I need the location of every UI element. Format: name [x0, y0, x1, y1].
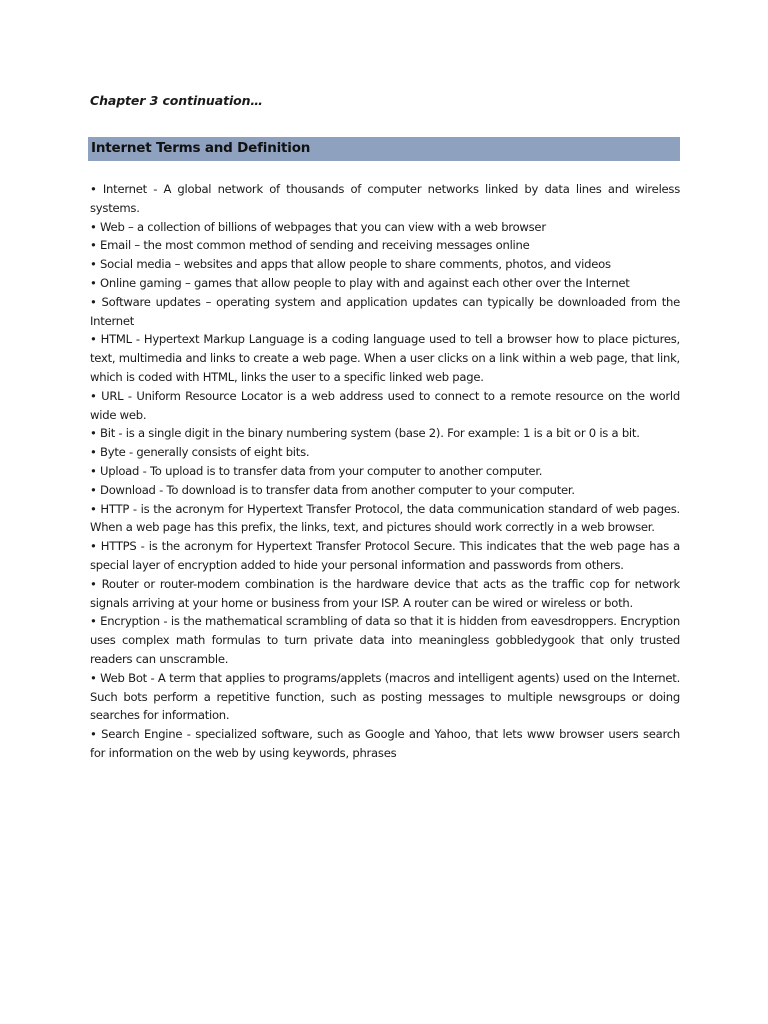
definition-byte: • Byte - generally consists of eight bits. — [90, 445, 310, 460]
definition-router: • Router or router-modem combination is the hardware device that acts as the traffic cop for network signals arriving at your home or business from your ISP. A router can be wired or wireless or both. — [90, 576, 680, 610]
definition-software-updates: • Software updates – operating system and application updates can typically be downloaded from the Internet — [90, 294, 680, 328]
definition-html: • HTML - Hypertext Markup Language is a coding language used to tell a browser how to place pictures, text, multimedia and links to create a web page. When a user clicks on a link within a web page, that link, which is coded with HTML, links the user to a specific linked web page. — [90, 332, 680, 384]
definition-social-media: • Social media – websites and apps that allow people to share comments, photos, and videos — [90, 257, 611, 272]
section-header-band — [88, 137, 680, 161]
definition-online-gaming: • Online gaming – games that allow people to play with and against each other over the Internet — [90, 275, 630, 290]
definitions-list — [90, 180, 680, 763]
definition-https: • HTTPS - is the acronym for Hypertext Transfer Protocol Secure. This indicates that the web page has a special layer of encryption added to hide your personal information and passwords from others. — [90, 539, 680, 572]
definition-url: • URL - Uniform Resource Locator is a web address used to connect to a remote resource on the world wide web. — [90, 388, 680, 422]
chapter-note: Chapter 3 continuation… — [90, 93, 263, 108]
definition-email: • Email – the most common method of sending and receiving messages online — [90, 238, 530, 253]
definition-internet: • Internet - A global network of thousands of computer networks linked by data lines and wireless systems. — [90, 182, 680, 215]
definition-web-bot: • Web Bot - A term that applies to programs/applets (macros and intelligent agents) used on the Internet. Such bots perform a repetitive function, such as posting messages to multiple newsgroups or doing searches for information. — [90, 670, 680, 723]
definition-http: • HTTP - is the acronym for Hypertext Transfer Protocol, the data communication standard of web pages. When a web page has this prefix, the links, text, and pictures should work correctly in a web browser. — [90, 501, 680, 535]
definition-download: • Download - To download is to transfer data from another computer to your computer. — [90, 482, 575, 497]
definition-upload: • Upload - To upload is to transfer data from your computer to another computer. — [90, 463, 543, 478]
definition-encryption: • Encryption - is the mathematical scrambling of data so that it is hidden from eavesdroppers. Encryption uses complex math formulas to turn private data into meaningless gobbledygook that only trusted readers can unscramble. — [90, 614, 680, 666]
definition-search-engine: • Search Engine - specialized software, such as Google and Yahoo, that lets www browser users search for information on the web by using keywords, phrases — [90, 727, 680, 760]
section-title: Internet Terms and Definition — [91, 140, 311, 156]
definition-web: • Web – a collection of billions of webpages that you can view with a web browser — [90, 219, 546, 234]
definition-bit: • Bit - is a single digit in the binary numbering system (base 2). For example: 1 is a bit or 0 is a bit. — [90, 426, 640, 441]
